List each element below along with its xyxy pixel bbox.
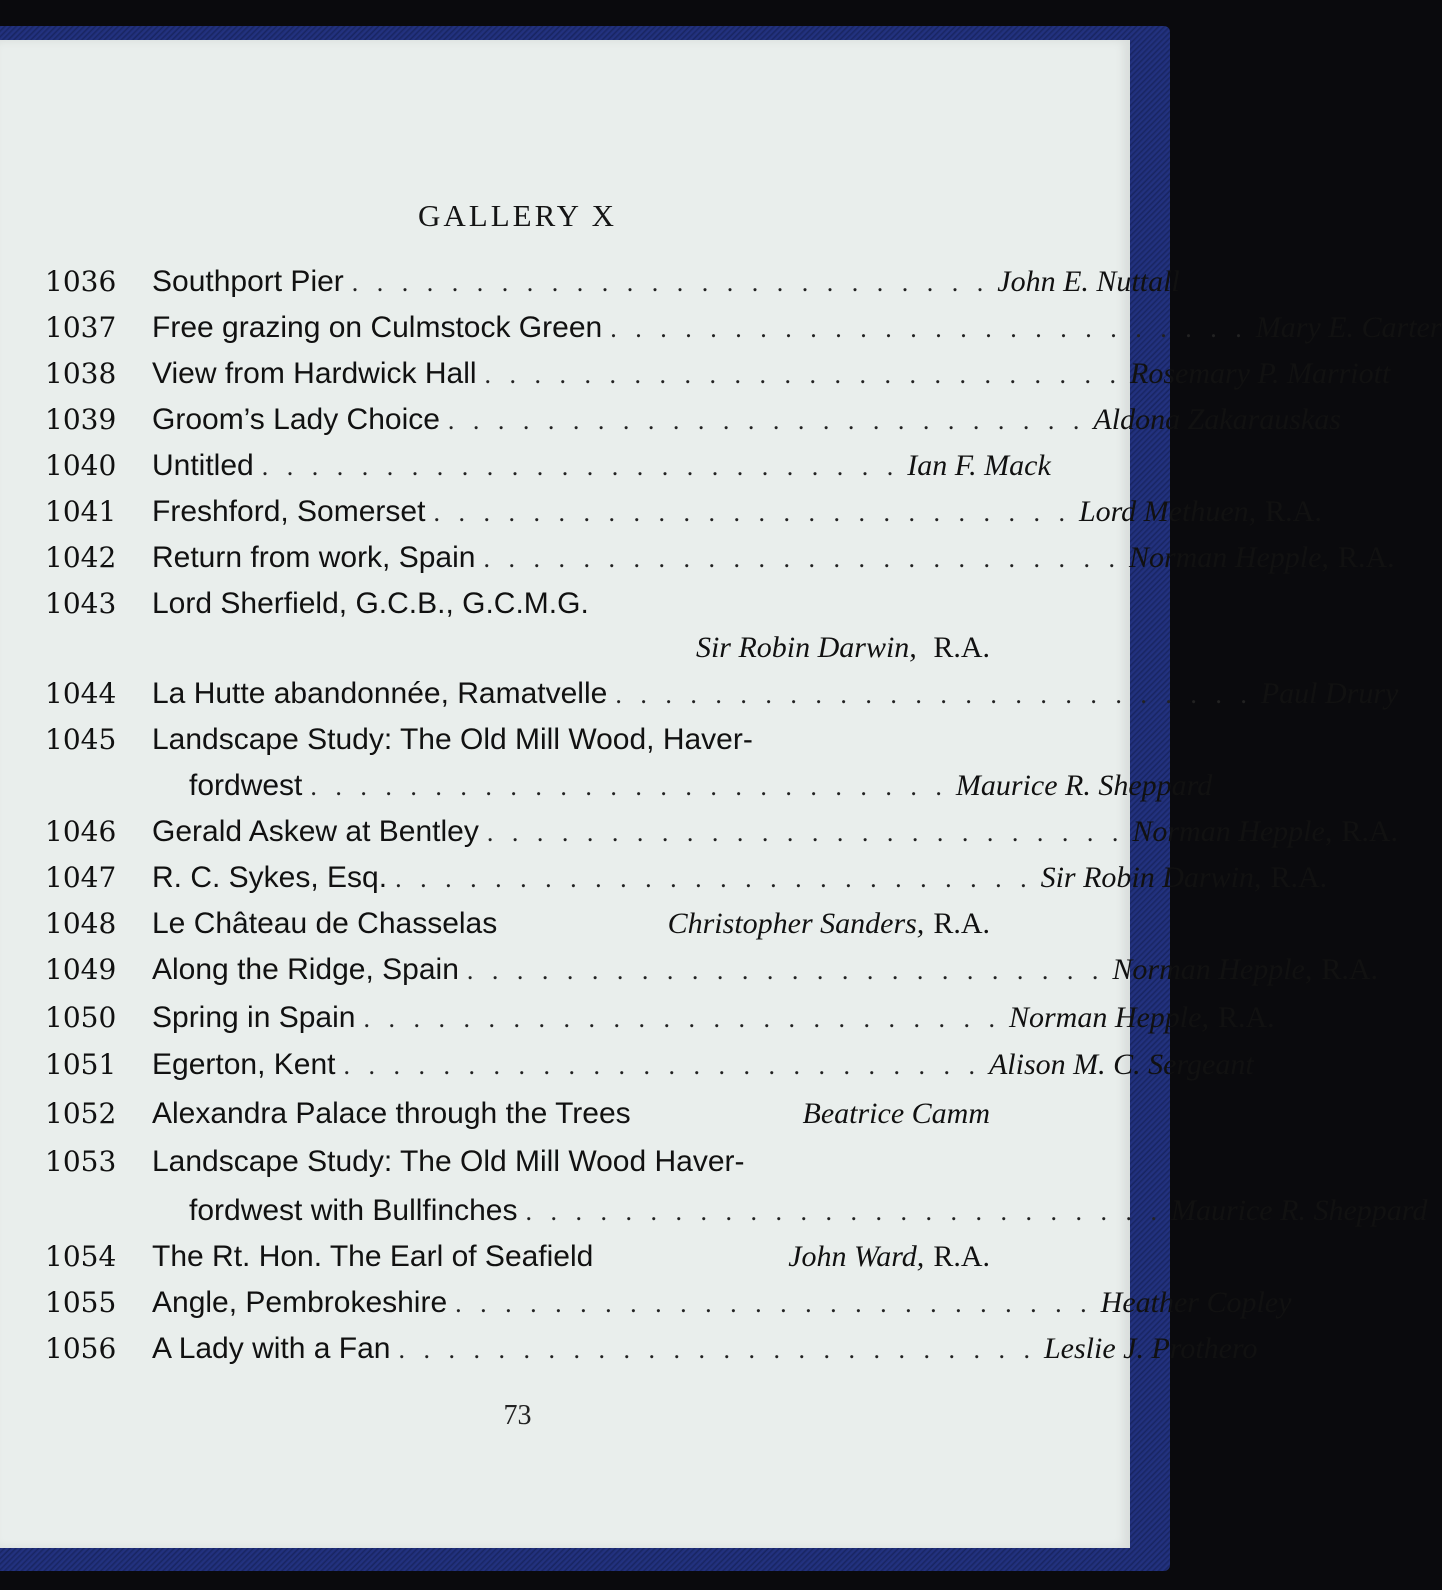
entry-title: Alexandra Palace through the Trees — [152, 1097, 631, 1130]
entry-number: 1047 — [45, 861, 117, 894]
catalogue-entry — [45, 861, 1328, 907]
entry-title: A Lady with a Fan — [152, 1332, 391, 1365]
leader-dots: . . . . . . . . . . . . . . . . . . . . . . . . . . — [447, 406, 1086, 435]
catalogue-entry-continuation — [45, 1194, 1428, 1240]
entry-artist: Christopher Sanders, — [667, 907, 925, 940]
catalogue-entry — [45, 311, 1442, 357]
leader-dots: . . . . . . . . . . . . . . . . . . . . . . . . . . — [395, 864, 1033, 893]
entry-number: 1042 — [45, 541, 117, 574]
leader-dots: . . . . . . . . . . . . . . . . . . . . . . . . . . — [610, 314, 1248, 343]
leader-dots: . . . . . . . . . . . . . . . . . . . . . . . . . . — [351, 268, 990, 297]
entry-artist: John Ward, — [788, 1240, 925, 1273]
catalogue-page — [0, 40, 1442, 1548]
entry-artist: Lord Methuen, — [1078, 495, 1257, 528]
entry-suffix: R.A. — [933, 907, 990, 940]
entry-suffix: R.A. — [1265, 495, 1322, 528]
leader-dots: . . . . . . . . . . . . . . . . . . . . . . . . . . — [615, 680, 1253, 709]
entry-number: 1045 — [45, 723, 117, 756]
entry-suffix: R.A. — [1270, 861, 1328, 894]
catalogue-entry — [45, 677, 1399, 723]
catalogue-entry-continuation — [45, 769, 1213, 815]
entry-number: 1040 — [45, 449, 117, 482]
entry-artist-line — [45, 631, 990, 665]
entry-suffix: R.A. — [1217, 1001, 1275, 1034]
entry-artist: Aldona Zakarauskas — [1093, 403, 1341, 436]
entry-artist: Norman Hepple, — [1008, 1001, 1209, 1034]
entry-title-continued: fordwest — [189, 769, 303, 802]
leader-dots: . . . . . . . . . . . . . . . . . . . . . . . . . . — [525, 1197, 1163, 1226]
gallery-heading: GALLERY X — [418, 198, 617, 233]
entry-title: Free grazing on Culmstock Green — [152, 311, 603, 344]
page-number: 73 — [503, 1400, 532, 1431]
entry-title: Egerton, Kent — [152, 1048, 336, 1081]
leader-dots: . . . . . . . . . . . . . . . . . . . . . . . . . . — [466, 956, 1105, 985]
entry-number: 1055 — [45, 1286, 117, 1319]
entry-artist: Paul Drury — [1260, 677, 1399, 710]
entry-title: Untitled — [152, 449, 254, 482]
leader-dots: . . . . . . . . . . . . . . . . . . . . . . . . . . — [486, 818, 1125, 847]
entry-number: 1056 — [45, 1332, 117, 1365]
catalogue-entry — [45, 495, 1322, 541]
entry-suffix: R.A. — [1321, 953, 1379, 986]
entry-artist: Alison M. C. Sergeant — [988, 1048, 1254, 1081]
catalogue-entry — [45, 265, 1180, 311]
entry-title: La Hutte abandonnée, Ramatvelle — [152, 677, 608, 710]
entry-title: Spring in Spain — [152, 1001, 356, 1034]
entry-title: Landscape Study: The Old Mill Wood Haver- — [152, 1145, 745, 1178]
entry-title: Landscape Study: The Old Mill Wood, Haver- — [152, 723, 753, 756]
entry-number: 1041 — [45, 495, 117, 528]
entry-artist: Maurice R. Sheppard — [1170, 1194, 1428, 1227]
leader-dots: . . . . . . . . . . . . . . . . . . . . . . . . . . — [433, 498, 1071, 527]
catalogue-entry — [45, 1001, 1275, 1047]
leader-dots: . . . . . . . . . . . . . . . . . . . . . . . . . . — [261, 452, 900, 481]
entry-number: 1053 — [45, 1145, 117, 1178]
entry-title: Along the Ridge, Spain — [152, 953, 459, 986]
catalogue-entry — [45, 403, 1341, 449]
entry-artist: Norman Hepple, — [1132, 815, 1333, 848]
entry-artist: Sir Robin Darwin, — [1040, 861, 1262, 894]
catalogue-entry — [45, 1048, 1254, 1094]
catalogue-entry — [45, 587, 990, 633]
catalogue-entry — [45, 541, 1395, 587]
entry-title: Return from work, Spain — [152, 541, 476, 574]
entry-suffix: R.A. — [933, 1240, 990, 1273]
leader-dots: . . . . . . . . . . . . . . . . . . . . . . . . . . — [343, 1051, 981, 1080]
entry-title: Freshford, Somerset — [152, 495, 426, 528]
entry-title: Le Château de Chasselas — [152, 907, 498, 940]
catalogue-entry — [45, 449, 1051, 495]
catalogue-entry — [45, 1145, 990, 1191]
catalogue-entry — [45, 1097, 990, 1143]
entry-number: 1052 — [45, 1097, 117, 1130]
entry-number: 1043 — [45, 587, 117, 620]
entry-artist: Mary E. Carter — [1255, 311, 1442, 344]
leader-dots: . . . . . . . . . . . . . . . . . . . . . . . . . . — [363, 1004, 1001, 1033]
entry-artist: Norman Hepple, — [1128, 541, 1329, 574]
entry-artist: Norman Hepple, — [1112, 953, 1313, 986]
entry-number: 1036 — [45, 265, 117, 298]
catalogue-entry — [45, 1240, 990, 1286]
entry-suffix: R.A. — [1337, 541, 1395, 574]
entry-number: 1039 — [45, 403, 117, 436]
leader-dots: . . . . . . . . . . . . . . . . . . . . . . . . . . — [484, 360, 1123, 389]
leader-dots: . . . . . . . . . . . . . . . . . . . . . . . . . . — [310, 772, 948, 801]
entry-title: Lord Sherfield, G.C.B., G.C.M.G. — [152, 587, 589, 620]
entry-title: Angle, Pembrokeshire — [152, 1286, 448, 1319]
leader-dots: . . . . . . . . . . . . . . . . . . . . . . . . . . — [398, 1335, 1036, 1364]
catalogue-entry — [45, 907, 990, 953]
entry-title: Groom’s Lady Choice — [152, 403, 440, 436]
catalogue-entry — [45, 357, 1391, 403]
entry-number: 1049 — [45, 953, 117, 986]
entry-number: 1050 — [45, 1001, 117, 1034]
entry-artist: John E. Nuttall — [997, 265, 1180, 298]
catalogue-entry — [45, 1286, 1292, 1332]
entry-artist: Beatrice Camm — [802, 1097, 990, 1130]
entry-artist: Heather Copley — [1100, 1286, 1292, 1319]
entry-number: 1048 — [45, 907, 117, 940]
entry-artist: Leslie J. Prothero — [1043, 1332, 1258, 1365]
catalogue-entry — [45, 723, 990, 769]
entry-title: R. C. Sykes, Esq. — [152, 861, 388, 894]
catalogue-entry — [45, 815, 1399, 861]
entry-title-continued: fordwest with Bullfinches — [189, 1194, 518, 1227]
leader-dots: . . . . . . . . . . . . . . . . . . . . . . . . . . — [455, 1289, 1093, 1318]
catalogue-entry — [45, 953, 1379, 999]
entry-suffix: R.A. — [933, 631, 990, 664]
entry-number: 1054 — [45, 1240, 117, 1273]
entry-number: 1044 — [45, 677, 117, 710]
entry-artist: Sir Robin Darwin, — [695, 631, 917, 664]
entry-artist: Ian F. Mack — [907, 449, 1051, 482]
entry-suffix: R.A. — [1341, 815, 1399, 848]
entry-number: 1051 — [45, 1048, 117, 1081]
catalogue-entry — [45, 1332, 1258, 1378]
entry-artist: Rosemary P. Marriott — [1130, 357, 1391, 390]
entry-artist: Maurice R. Sheppard — [955, 769, 1213, 802]
entry-title: Gerald Askew at Bentley — [152, 815, 479, 848]
leader-dots: . . . . . . . . . . . . . . . . . . . . . . . . . . — [483, 544, 1121, 573]
entry-title: View from Hardwick Hall — [152, 357, 477, 390]
entry-title: Southport Pier — [152, 265, 344, 298]
entry-number: 1038 — [45, 357, 117, 390]
entry-number: 1046 — [45, 815, 117, 848]
entry-title: The Rt. Hon. The Earl of Seafield — [152, 1240, 594, 1273]
entry-number: 1037 — [45, 311, 117, 344]
